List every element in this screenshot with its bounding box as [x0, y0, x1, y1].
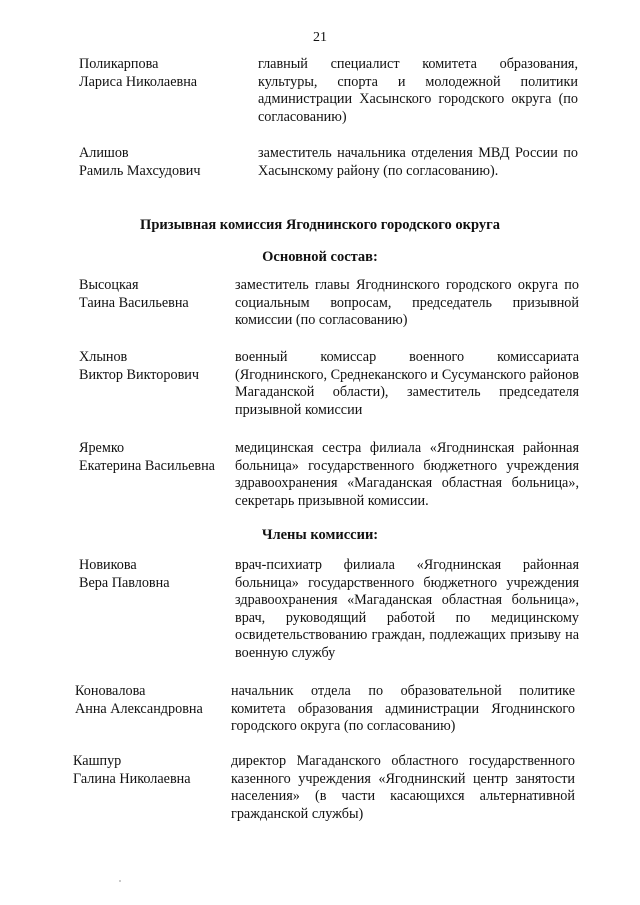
- person-name: [79, 349, 199, 384]
- page-number: 21: [313, 30, 327, 45]
- person-name: [79, 56, 197, 91]
- person-given-name: Виктор Викторович: [79, 366, 199, 383]
- person-surname: Коновалова: [75, 683, 146, 699]
- main-composition-heading: Основной состав:: [262, 249, 378, 265]
- person-surname: Алишов: [79, 145, 129, 161]
- person-given-name: Екатерина Васильевна: [79, 457, 215, 474]
- person-surname: Высоцкая: [79, 277, 139, 293]
- person-role: военный комиссар военного комиссариата (Ягоднинского, Среднеканского и Сусуманского районов Магаданской области), заместитель председателя призывной комиссии: [235, 349, 579, 418]
- person-surname: Яремко: [79, 440, 125, 456]
- person-surname: Поликарпова: [79, 56, 159, 72]
- person-given-name: Таина Васильевна: [79, 294, 189, 311]
- person-given-name: Лариса Николаевна: [79, 73, 198, 90]
- members-heading: Члены комиссии:: [261, 527, 379, 543]
- person-role: врач-психиатр филиала «Ягоднинская районная больница» государственного бюджетного учреждения здравоохранения «Магаданская областная больница», врач, руководящий работой по медицинскому освидетельствованию граждан, подлежащих призыву на военную службу: [235, 557, 579, 661]
- person-given-name: Анна Александровна: [75, 700, 203, 717]
- person-name: [79, 145, 201, 180]
- commission-title: Призывная комиссия Ягоднинского городского округа: [140, 217, 500, 233]
- person-name: [79, 440, 215, 475]
- person-surname: Хлынов: [79, 349, 128, 365]
- person-name: [75, 683, 203, 718]
- person-role: заместитель главы Ягоднинского городского округа по социальным вопросам, председатель призывной комиссии (по согласованию): [235, 277, 579, 328]
- person-surname: Кашпур: [73, 753, 122, 769]
- person-given-name: Рамиль Махсудович: [79, 162, 201, 179]
- person-surname: Новикова: [79, 557, 137, 573]
- person-given-name: Галина Николаевна: [73, 770, 191, 787]
- person-role: заместитель начальника отделения МВД России по Хасынскому району (по согласованию).: [258, 145, 578, 179]
- person-role: начальник отдела по образовательной политике комитета образования администрации Ягоднинского городского округа (по согласованию): [231, 683, 575, 734]
- person-role: главный специалист комитета образования, культуры, спорта и молодежной политики администрации Хасынского городского округа (по согласованию): [258, 56, 578, 125]
- person-name: [79, 277, 189, 312]
- person-name: [79, 557, 170, 592]
- person-role: медицинская сестра филиала «Ягоднинская районная больница» государственного бюджетного учреждения здравоохранения «Магаданская областная больница», секретарь призывной комиссии.: [235, 440, 579, 509]
- person-name: [73, 753, 191, 788]
- person-role: директор Магаданского областного государственного казенного учреждения «Ягоднинский центр занятости населения» (в части касающихся альтернативной гражданской службы): [231, 753, 575, 822]
- person-given-name: Вера Павловна: [79, 574, 170, 591]
- scan-speck: [119, 880, 121, 882]
